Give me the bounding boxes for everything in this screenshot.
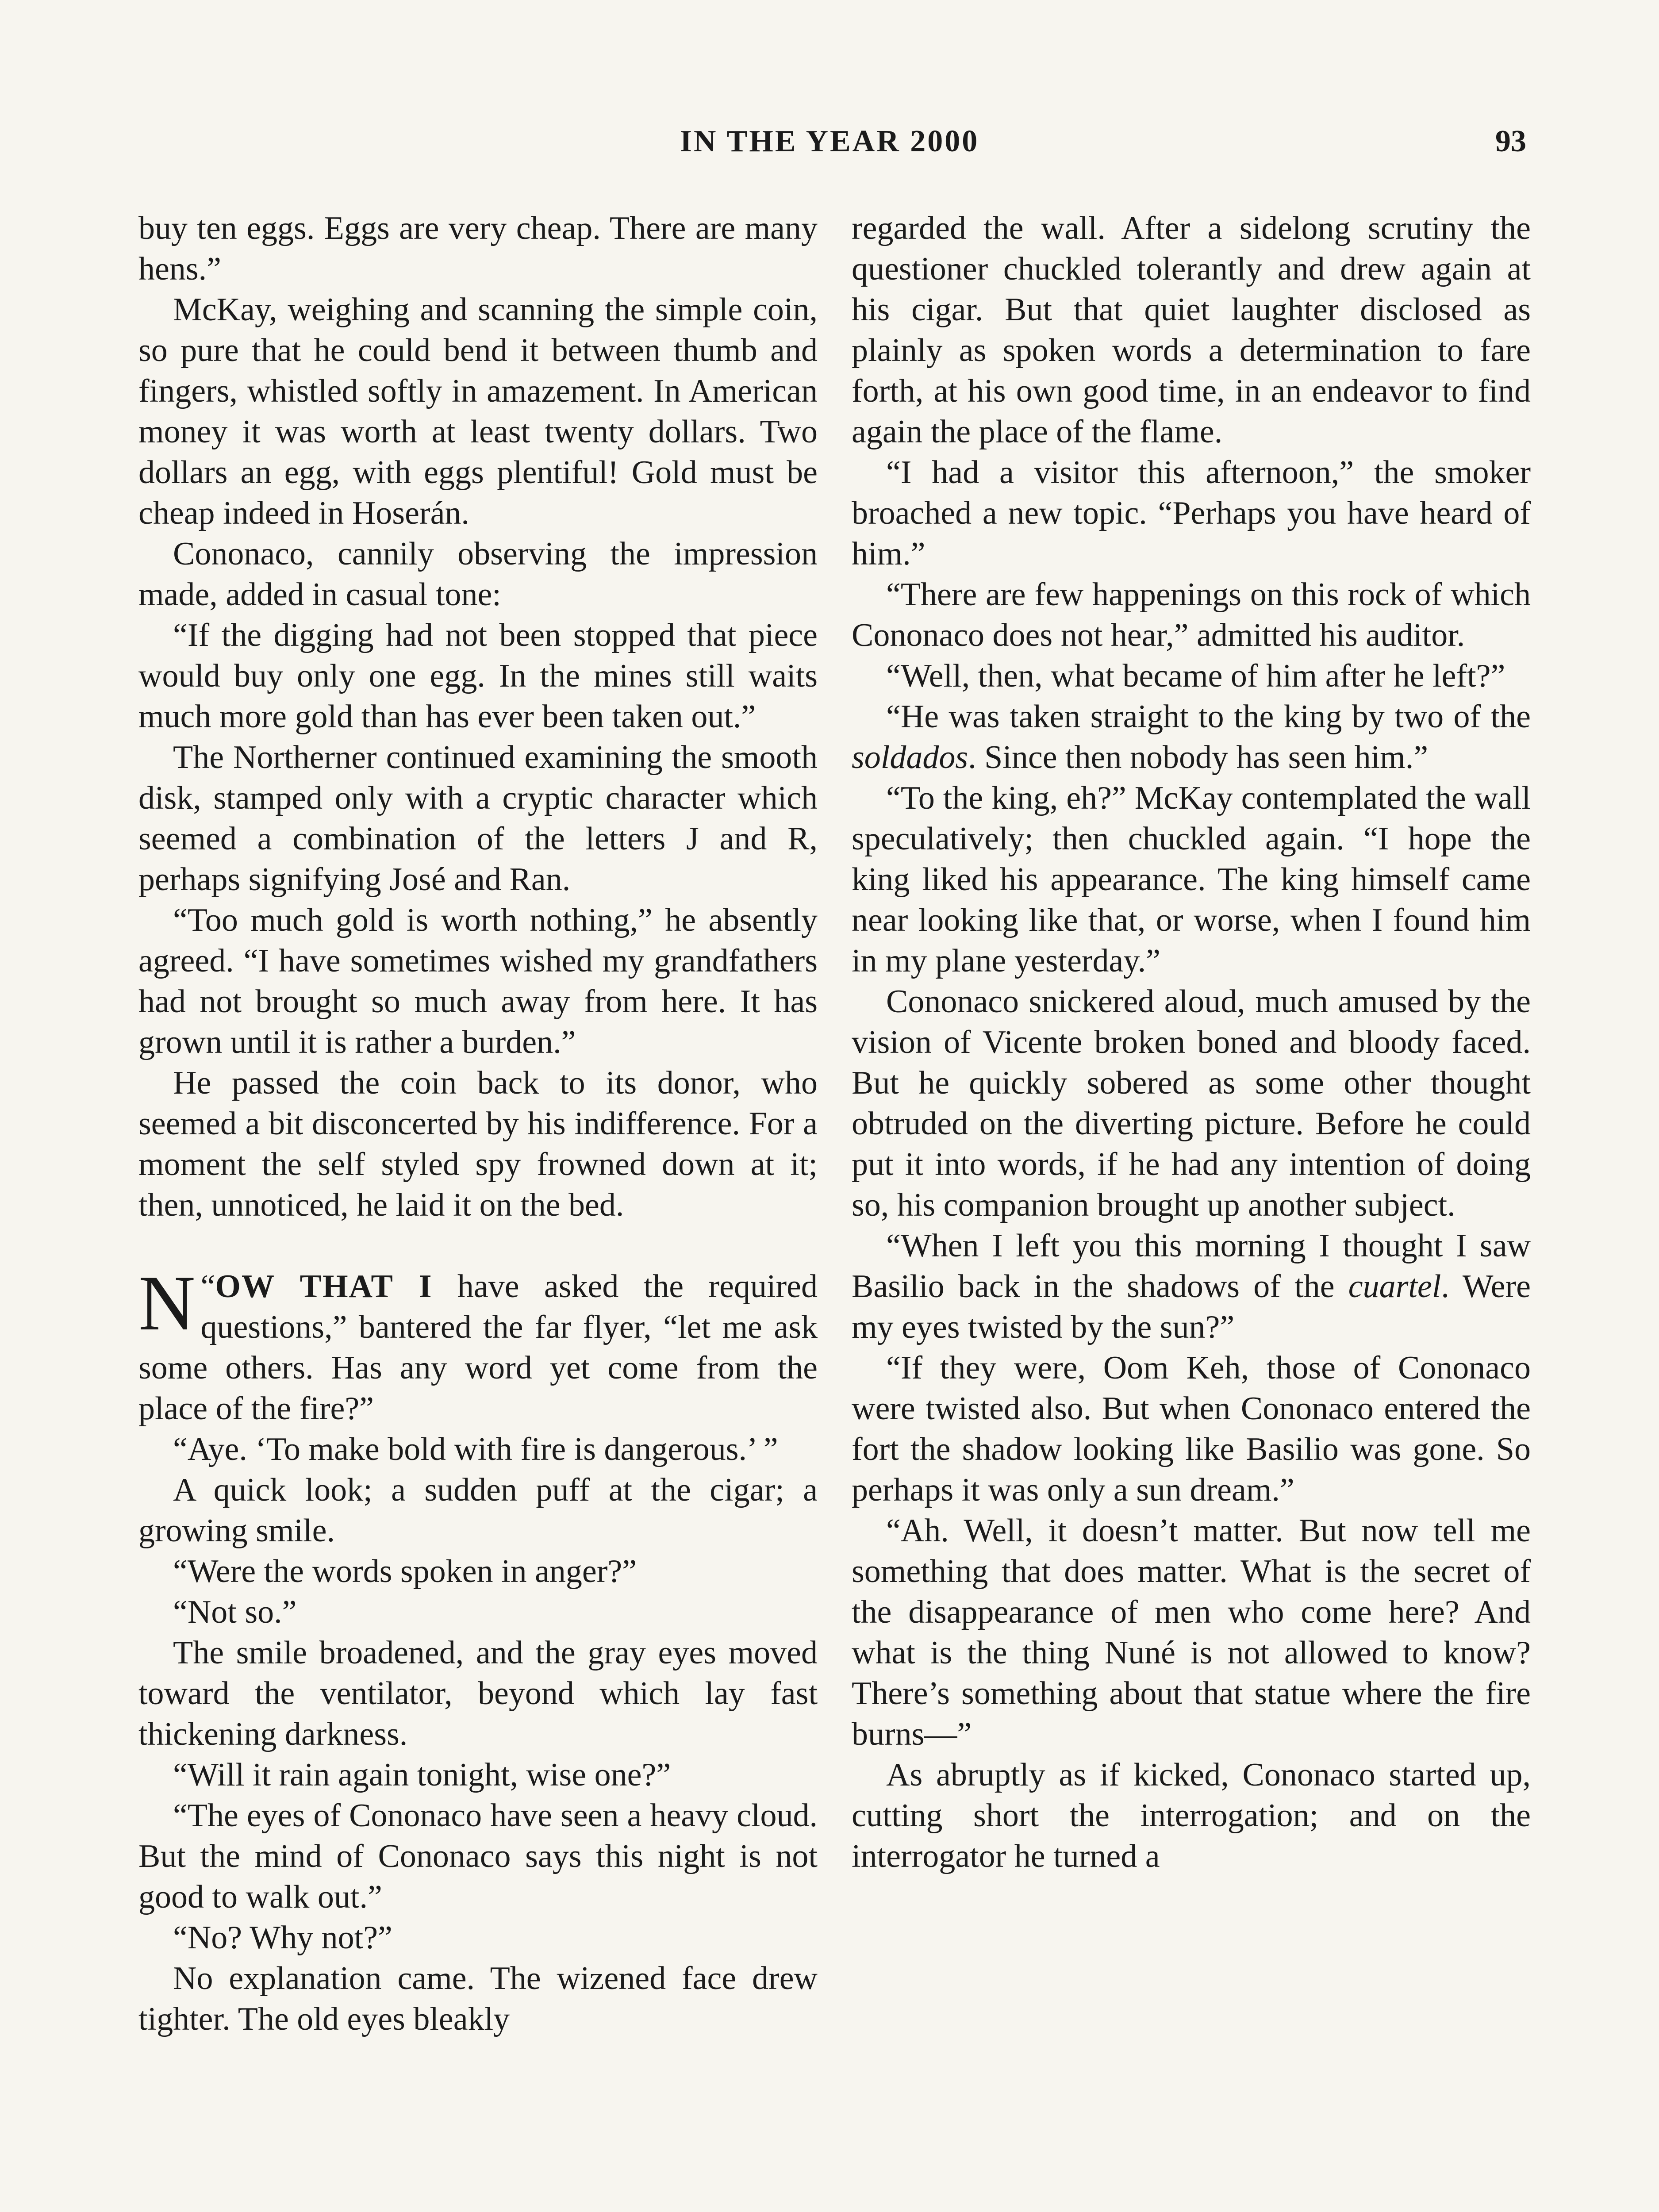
paragraph: “To the king, eh?” McKay contemplated the wall speculatively; then chuckled again. “I hope the king liked his appearance. The king himself came near looking like that, or worse, when I found him in my plane yesterday.”	[852, 780, 1531, 979]
paragraph: Cononaco, cannily observing the impression made, added in casual tone:	[138, 536, 818, 613]
paragraph: “If they were, Oom Keh, those of Cononaco were twisted also. But when Cononaco entered the fort the shadow looking like Basilio was gone. So perhaps it was only a sun dream.”	[852, 1350, 1531, 1508]
paragraph: “Well, then, what became of him after he left?”	[886, 658, 1505, 694]
paragraph-text: “When I left you this morning I thought I saw Basilio back in the shadows of the	[852, 1228, 1531, 1305]
paragraph-text: have asked the required questions,” bantered the far flyer, “let me ask some others. Has any word yet come from the place of the fire?”	[138, 1268, 818, 1427]
paragraph: “No? Why not?”	[173, 1920, 392, 1956]
paragraph	[852, 1225, 1531, 1348]
paragraph-text: “He was taken straight to the king by two of the	[886, 699, 1531, 735]
running-title: IN THE YEAR 2000	[680, 124, 979, 158]
paragraph: A quick look; a sudden puff at the cigar; a growing smile.	[138, 1472, 818, 1549]
right-column	[852, 208, 1531, 1877]
paragraph: “Ah. Well, it doesn’t matter. But now tell me something that does matter. What is the secret of the disappearance of men who come here? And what is the thing Nuné is not allowed to know? There’s something about that statue where the fire burns—”	[852, 1513, 1531, 1752]
paragraph: “There are few happenings on this rock of which Cononaco does not hear,” admitted his auditor.	[852, 576, 1531, 653]
paragraph: “Too much gold is worth nothing,” he absently agreed. “I have sometimes wished my grandfathers had not brought so much away from here. It has grown until it is rather a burden.”	[138, 902, 818, 1060]
paragraph: The Northerner continued examining the smooth disk, stamped only with a cryptic character which seemed a combination of the letters J and R, perhaps signifying José and Ran.	[138, 739, 818, 898]
paragraph: He passed the coin back to its donor, who seemed a bit disconcerted by his indifference. For a moment the self styled spy frowned down at it; then, unnoticed, he laid it on the bed.	[138, 1065, 818, 1223]
paragraph: “Not so.”	[173, 1594, 297, 1630]
paragraph-text: . Were my eyes twisted by the sun?”	[852, 1268, 1531, 1345]
paragraph: Cononaco snickered aloud, much amused by the vision of Vicente broken boned and bloody faced. But he quickly sobered as some other thought obtruded on the diverting picture. Before he could put it into words, if he had any intention of doing so, his companion brought up another subject.	[852, 983, 1531, 1223]
paragraph	[852, 696, 1531, 778]
paragraph: McKay, weighing and scanning the simple coin, so pure that he could bend it between thumb and fingers, whistled softly in amazement. In American money it was worth at least twenty dollars. Two dollars an egg, with eggs plentiful! Gold must be cheap indeed in Hoserán.	[138, 292, 818, 531]
section-opening-paragraph	[138, 1259, 818, 1429]
paragraph: As abruptly as if kicked, Cononaco started up, cutting short the interrogation; and on the interrogator he turned a	[852, 1757, 1531, 1874]
paragraph: “Will it rain again tonight, wise one?”	[173, 1757, 671, 1793]
paragraph-text: . Since then nobody has seen him.”	[968, 739, 1429, 776]
paragraph: “Were the words spoken in anger?”	[173, 1553, 637, 1590]
italic-word: cuartel	[1348, 1268, 1441, 1305]
lead-in: OW THAT I	[215, 1268, 433, 1305]
page-number: 93	[1495, 124, 1526, 158]
running-head	[133, 124, 1526, 173]
paragraph: “I had a visitor this afternoon,” the smoker broached a new topic. “Perhaps you have heard of him.”	[852, 454, 1531, 572]
paragraph: regarded the wall. After a sidelong scrutiny the questioner chuckled tolerantly and drew again at his cigar. But that quiet laughter disclosed as plainly as spoken words a determination to fare forth, at his own good time, in an endeavor to find again the place of the flame.	[852, 210, 1531, 450]
section-break	[138, 1225, 818, 1266]
paragraph: The smile broadened, and the gray eyes moved toward the ventilator, beyond which lay fast thickening darkness.	[138, 1635, 818, 1752]
paragraph: No explanation came. The wizened face drew tighter. The old eyes bleakly	[138, 1960, 818, 2037]
opening-quote: “	[200, 1268, 215, 1305]
paragraph: “Aye. ‘To make bold with fire is dangerous.’ ”	[173, 1431, 778, 1467]
paragraph: “If the digging had not been stopped that piece would buy only one egg. In the mines still waits much more gold than has ever been taken out.”	[138, 617, 818, 735]
paragraph: “The eyes of Cononaco have seen a heavy cloud. But the mind of Cononaco says this night is not good to walk out.”	[138, 1797, 818, 1915]
left-column	[138, 208, 818, 2039]
drop-cap: N	[138, 1259, 196, 1347]
paragraph: buy ten eggs. Eggs are very cheap. There are many hens.”	[138, 210, 818, 287]
italic-word: soldados	[852, 739, 968, 776]
